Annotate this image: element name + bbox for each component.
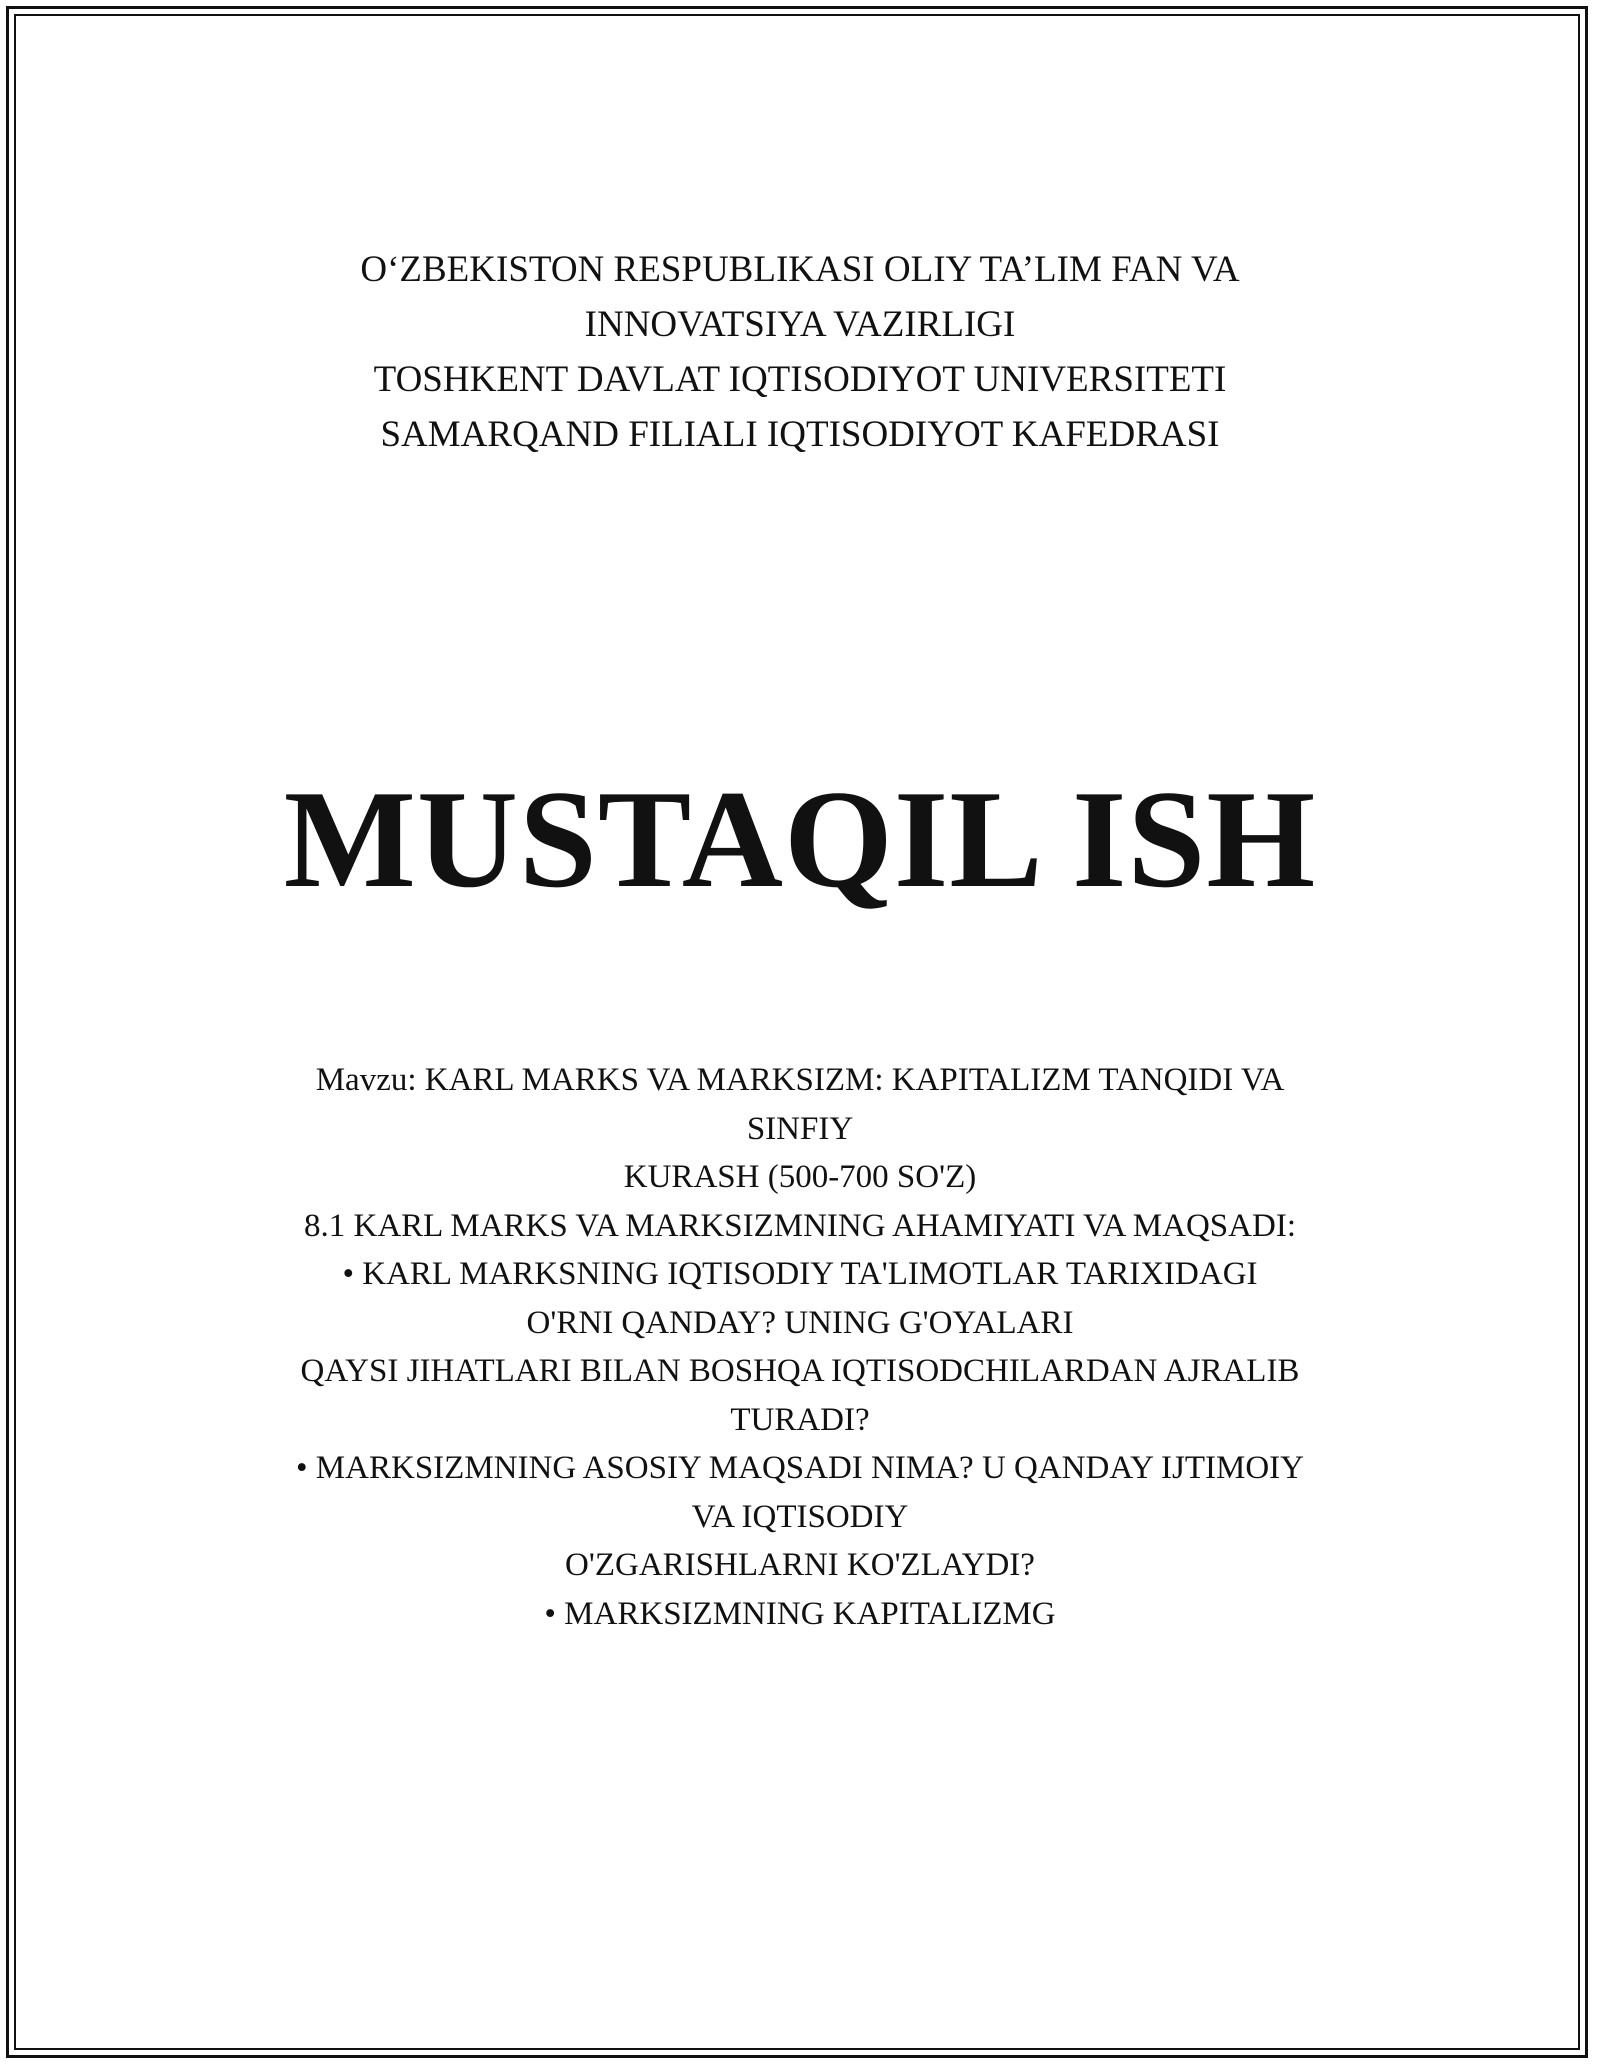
header-line: SAMARQAND FILIALI IQTISODIYOT KAFEDRASI xyxy=(380,414,1220,455)
topic-line: • MARKSIZMNING KAPITALIZMG xyxy=(544,1595,1056,1632)
topic-line: O'ZGARISHLARNI KO'ZLAYDI? xyxy=(565,1547,1035,1583)
topic-line: VA IQTISODIY xyxy=(691,1498,909,1535)
topic-line: TURADI? xyxy=(730,1401,870,1438)
topic-line: KURASH (500-700 SO'Z) xyxy=(623,1159,977,1195)
topic-line: SINFIY xyxy=(746,1110,854,1147)
topic-line: O'RNI QANDAY? UNING G'OYALARI xyxy=(526,1304,1074,1341)
header-line: TOSHKENT DAVLAT IQTISODIYOT UNIVERSITETI xyxy=(373,359,1227,400)
topic-line: 8.1 KARL MARKS VA MARKSIZMNING AHAMIYATI VA MAQSADI: xyxy=(304,1207,1296,1244)
header-line: INNOVATSIYA VAZIRLIGI xyxy=(584,304,1016,345)
topic-line: • KARL MARKSNING IQTISODIY TA'LIMOTLAR TARIXIDAGI xyxy=(342,1256,1258,1292)
topic-section xyxy=(0,1056,1600,1638)
document-title: MUSTAQIL ISH xyxy=(283,762,1317,917)
header-line: O‘ZBEKISTON RESPUBLIKASI OLIY TA’LIM FAN VA xyxy=(360,249,1240,290)
topic-line: • MARKSIZMNING ASOSIY MAQSADI NIMA? U QANDAY IJTIMOIY xyxy=(296,1450,1304,1486)
institution-header xyxy=(0,242,1600,462)
topic-line: Mavzu: KARL MARKS VA MARKSIZM: KAPITALIZM TANQIDI VA xyxy=(315,1062,1285,1098)
topic-line: QAYSI JIHATLARI BILAN BOSHQA IQTISODCHILARDAN AJRALIB xyxy=(300,1353,1300,1389)
